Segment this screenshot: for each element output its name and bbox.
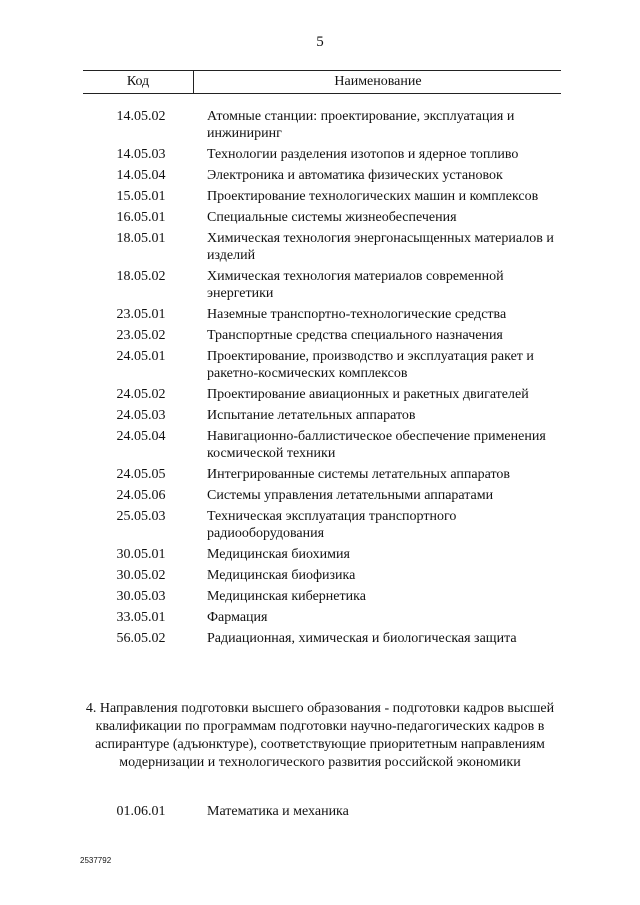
page-number: 5 xyxy=(316,34,324,50)
row-name: Проектирование, производство и эксплуатация ракет и ракетно-космических комплексов xyxy=(207,349,534,381)
row-code: 25.05.03 xyxy=(116,509,166,524)
row-code: 18.05.01 xyxy=(116,231,166,246)
table-row xyxy=(83,230,561,264)
header-name: Наименование xyxy=(193,71,562,93)
table-row xyxy=(83,466,561,483)
row-code: 30.05.03 xyxy=(116,589,166,604)
table-header xyxy=(83,70,561,94)
row-name: Электроника и автоматика физических установок xyxy=(207,168,503,183)
row-code: 33.05.01 xyxy=(116,610,166,625)
table-row xyxy=(83,803,561,820)
row-name: Системы управления летательными аппаратами xyxy=(207,488,494,503)
row-code: 24.05.06 xyxy=(116,488,166,503)
row-code: 24.05.01 xyxy=(116,349,166,364)
table-row xyxy=(83,609,561,626)
row-code: 14.05.03 xyxy=(116,147,166,162)
row-code: 01.06.01 xyxy=(116,804,166,819)
row-name: Специальные системы жизнеобеспечения xyxy=(207,210,457,225)
table-row xyxy=(83,428,561,462)
table-row xyxy=(83,188,561,205)
row-name: Навигационно-баллистическое обеспечение применения космической техники xyxy=(207,429,546,461)
row-name: Математика и механика xyxy=(207,804,349,819)
table-row xyxy=(83,508,561,542)
row-name: Фармация xyxy=(207,610,268,625)
table-row xyxy=(83,167,561,184)
row-code: 24.05.05 xyxy=(116,467,166,482)
table-row xyxy=(83,546,561,563)
row-name: Интегрированные системы летательных аппаратов xyxy=(207,467,510,482)
table-row xyxy=(83,108,561,142)
row-name: Медицинская биохимия xyxy=(207,547,350,562)
row-name: Наземные транспортно-технологические средства xyxy=(207,307,507,322)
row-code: 16.05.01 xyxy=(116,210,166,225)
table-row xyxy=(83,567,561,584)
row-name: Медицинская биофизика xyxy=(207,568,356,583)
row-code: 24.05.03 xyxy=(116,408,166,423)
header-code: Код xyxy=(126,74,150,89)
table-row xyxy=(83,348,561,382)
row-code: 56.05.02 xyxy=(116,631,166,646)
table-row xyxy=(83,327,561,344)
table-row xyxy=(83,487,561,504)
document-id: 2537792 xyxy=(80,856,112,865)
row-code: 30.05.01 xyxy=(116,547,166,562)
table-row xyxy=(83,306,561,323)
row-name: Атомные станции: проектирование, эксплуатация и инжиниринг xyxy=(207,109,515,141)
table-row xyxy=(83,209,561,226)
row-code: 24.05.02 xyxy=(116,387,166,402)
row-code: 24.05.04 xyxy=(116,429,166,444)
row-code: 14.05.04 xyxy=(116,168,166,183)
row-name: Испытание летательных аппаратов xyxy=(207,408,416,423)
row-name: Медицинская кибернетика xyxy=(207,589,366,604)
row-name: Химическая технология материалов современной энергетики xyxy=(207,269,504,301)
row-code: 18.05.02 xyxy=(116,269,166,284)
row-code: 14.05.02 xyxy=(116,109,166,124)
table-row xyxy=(83,407,561,424)
row-name: Технологии разделения изотопов и ядерное топливо xyxy=(207,147,519,162)
row-name: Радиационная, химическая и биологическая защита xyxy=(207,631,517,646)
row-code: 15.05.01 xyxy=(116,189,166,204)
row-code: 23.05.02 xyxy=(116,328,166,343)
row-code: 30.05.02 xyxy=(116,568,166,583)
row-name: Проектирование авиационных и ракетных двигателей xyxy=(207,387,529,402)
table-row xyxy=(83,588,561,605)
table-row xyxy=(83,630,561,647)
table-body xyxy=(83,108,561,651)
table-row xyxy=(83,146,561,163)
row-name: Проектирование технологических машин и комплексов xyxy=(207,189,539,204)
row-name: Техническая эксплуатация транспортного радиооборудования xyxy=(207,509,457,541)
row-name: Транспортные средства специального назначения xyxy=(207,328,503,343)
row-code: 23.05.01 xyxy=(116,307,166,322)
section-title: 4. Направления подготовки высшего образования - подготовки кадров высшей квалификации по программам подготовки научно-педагогических кадров в аспирантуре (адъюнктуре), соответствующие приоритетным направлениям модернизации и технологического развития российской экономики xyxy=(85,701,555,770)
table-row xyxy=(83,268,561,302)
row-name: Химическая технология энергонасыщенных материалов и изделий xyxy=(207,231,554,263)
table-row xyxy=(83,386,561,403)
